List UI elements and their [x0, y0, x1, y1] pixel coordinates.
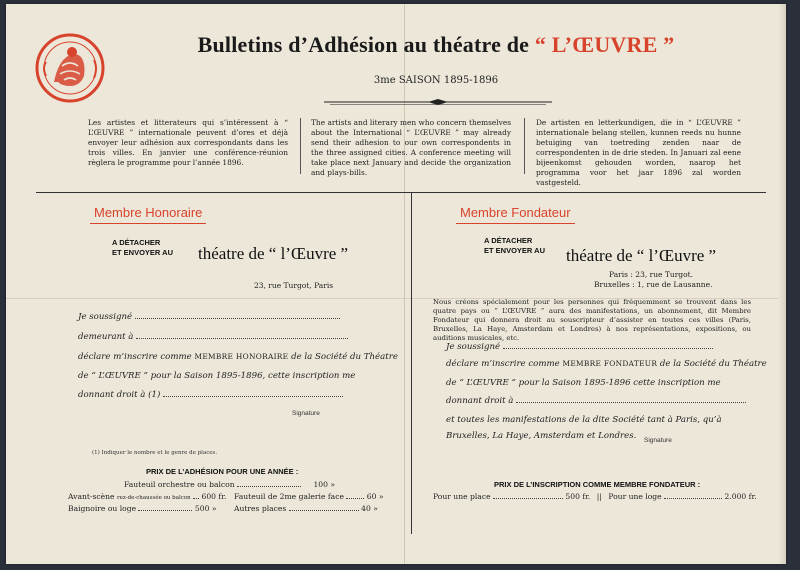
declare-text: déclare m’inscrire comme — [78, 352, 192, 362]
heading-membre-fondateur — [460, 205, 571, 220]
societe-text: de la Société du Théatre — [291, 352, 398, 362]
intro-french — [88, 118, 288, 168]
fold-crease — [404, 4, 405, 564]
heading-text: Membre Honoraire — [94, 205, 203, 220]
detach-line-2: ET ENVOYER AU — [112, 248, 173, 257]
price-value: 40 » — [361, 504, 378, 513]
membre-fondateur-text: MEMBRE FONDATEUR — [562, 359, 658, 368]
theatre-address: 23, rue Turgot, Paris — [254, 281, 334, 290]
price-row: Pour une place 500 fr. || Pour une loge 2.000 fr. — [433, 492, 757, 501]
intro-dutch-text: De artisten en letterkundigen, die in “ L’ŒUVRE ” internationale belang stellen, kunnen reeds nu hunne betuiging van toetreding zenden naar de correspondenten in de drie steden. In Januari zal eene bijeenkomst gehouden worden, naarop het programma voor het jaar 1896 zal worden vastgesteld. — [536, 118, 741, 187]
form-line-season: de “ L’ŒUVRE ” pour la Saison 1895-1896 cette inscription me — [446, 378, 721, 388]
price-value: 100 » — [313, 480, 336, 489]
price-label: Autres places — [234, 504, 287, 513]
price-value: 2.000 fr. — [724, 492, 757, 501]
intro-french-text: Les artistes et litterateurs qui s’intéressent à “ L’ŒUVRE ” internationale peuvent d’ores et déjà envoyer leur adhésion aux correspondants dans les trois villes. En janvier une conférence-réunion règlera le programme pour l’année 1896. — [88, 118, 288, 167]
form-line-address — [78, 332, 348, 342]
form-line-droit — [446, 396, 746, 406]
intro-english-text: The artists and literary men who concern themselves about the International “ L’ŒUVRE ” may already send their adhesion to our own correspondents in the three assigned cities. A conference meeting will take place next January and decide the organization and plays-bills. — [311, 118, 511, 177]
droit-text: donnant droit à — [446, 396, 514, 406]
theatre-address-paris: Paris : 23, rue Turgot. — [609, 270, 693, 279]
detach-label — [484, 236, 545, 256]
declare-text: déclare m’inscrire comme — [446, 359, 560, 369]
title-text: Bulletins d’Adhésion au théatre de — [197, 32, 530, 57]
societe-text: de la Société du Théatre — [659, 359, 767, 369]
oeuvre-seal-icon — [34, 32, 106, 104]
form-line-manifestations: et toutes les manifestations de la dite Société tant à Paris, qu’à — [446, 415, 722, 425]
intro-english — [311, 118, 511, 178]
heading-text: Membre Fondateur — [460, 205, 571, 220]
form-line-declare — [78, 352, 398, 362]
places-field[interactable] — [163, 396, 343, 397]
price-row — [124, 480, 335, 489]
price-label: Fauteuil de 2me galerie face — [234, 492, 344, 501]
signature-label: Signature — [644, 437, 672, 444]
form-line-droit — [78, 390, 343, 400]
label-je-soussigne: Je soussigné — [446, 342, 501, 352]
places-field[interactable] — [516, 402, 746, 403]
column-divider — [300, 118, 301, 174]
form-line-name — [78, 312, 340, 322]
theatre-name: théatre de “ l’Œuvre ” — [198, 244, 349, 263]
name-field[interactable] — [503, 348, 713, 349]
column-divider — [524, 118, 525, 174]
detach-label — [112, 238, 173, 258]
price-row — [234, 504, 378, 513]
droit-text: donnant droit à (1) — [78, 390, 161, 400]
label-demeurant: demeurant à — [78, 332, 134, 342]
membre-honoraire-text: MEMBRE HONORAIRE — [194, 352, 289, 361]
document-title — [116, 32, 756, 58]
price-value: 600 fr. — [201, 492, 227, 501]
detach-line-1: A DÉTACHER — [484, 236, 533, 245]
price-value: 60 » — [366, 492, 384, 501]
detach-line-1: A DÉTACHER — [112, 238, 161, 247]
signature-label: Signature — [292, 410, 320, 417]
fondateur-description: Nous créons spécialement pour les personnes qui fréquemment se trouvent dans les quatre pays ou “ L’ŒUVRE ” aura des manifestations, un abonnement, dit Membre Fondateur qui donnera droit au souscripteur d’assister en toutes ces villes (Paris, Bruxelles, La Haye, Amsterdam et Londres) à nos représentations, expositions, ou auditions musicales, etc. — [433, 298, 751, 342]
price-label: Pour une place — [433, 492, 491, 501]
form-divider — [411, 192, 412, 534]
prices-title: PRIX DE L’INSCRIPTION COMME MEMBRE FONDATEUR : — [494, 480, 701, 489]
section-rule — [36, 192, 766, 193]
ornament-rule — [324, 99, 552, 105]
price-label: Fauteuil orchestre ou balcon — [124, 480, 235, 489]
prices-title: PRIX DE L’ADHÉSION POUR UNE ANNÉE : — [146, 467, 299, 476]
form-line-declare — [446, 359, 767, 369]
label-je-soussigne: Je soussigné — [78, 312, 133, 322]
document-sheet — [6, 4, 786, 564]
paper-edge — [778, 4, 786, 564]
footnote: (1) Indiquer le nombre et le genre de places. — [92, 450, 218, 456]
detach-line-2: ET ENVOYER AU — [484, 246, 545, 255]
address-field[interactable] — [136, 338, 348, 339]
form-line-name — [446, 342, 713, 352]
price-row — [68, 492, 226, 501]
price-label: Baignoire ou loge — [68, 504, 137, 513]
price-label: Avant-scène — [68, 492, 115, 501]
heading-membre-honoraire — [94, 205, 202, 220]
price-note: rez-de-chaussée ou balcon — [116, 495, 191, 501]
price-row — [234, 492, 384, 501]
title-name: “ L’ŒUVRE ” — [534, 32, 675, 57]
form-line-season: de “ L’ŒUVRE ” pour la Saison 1895-1896, cette inscription me — [78, 371, 356, 381]
name-field[interactable] — [135, 318, 340, 319]
form-line-cities: Bruxelles, La Haye, Amsterdam et Londres. — [446, 431, 637, 441]
intro-dutch — [536, 118, 741, 188]
season-label: 3me SAISON 1895-1896 — [373, 75, 499, 86]
theatre-address-bruxelles: Bruxelles : 1, rue de Lausanne. — [594, 280, 713, 289]
price-value: 500 fr. — [565, 492, 591, 501]
price-row — [68, 504, 216, 513]
price-value: 500 » — [194, 504, 217, 513]
theatre-name: théatre de “ l’Œuvre ” — [566, 246, 717, 265]
price-label: Pour une loge — [608, 492, 662, 501]
